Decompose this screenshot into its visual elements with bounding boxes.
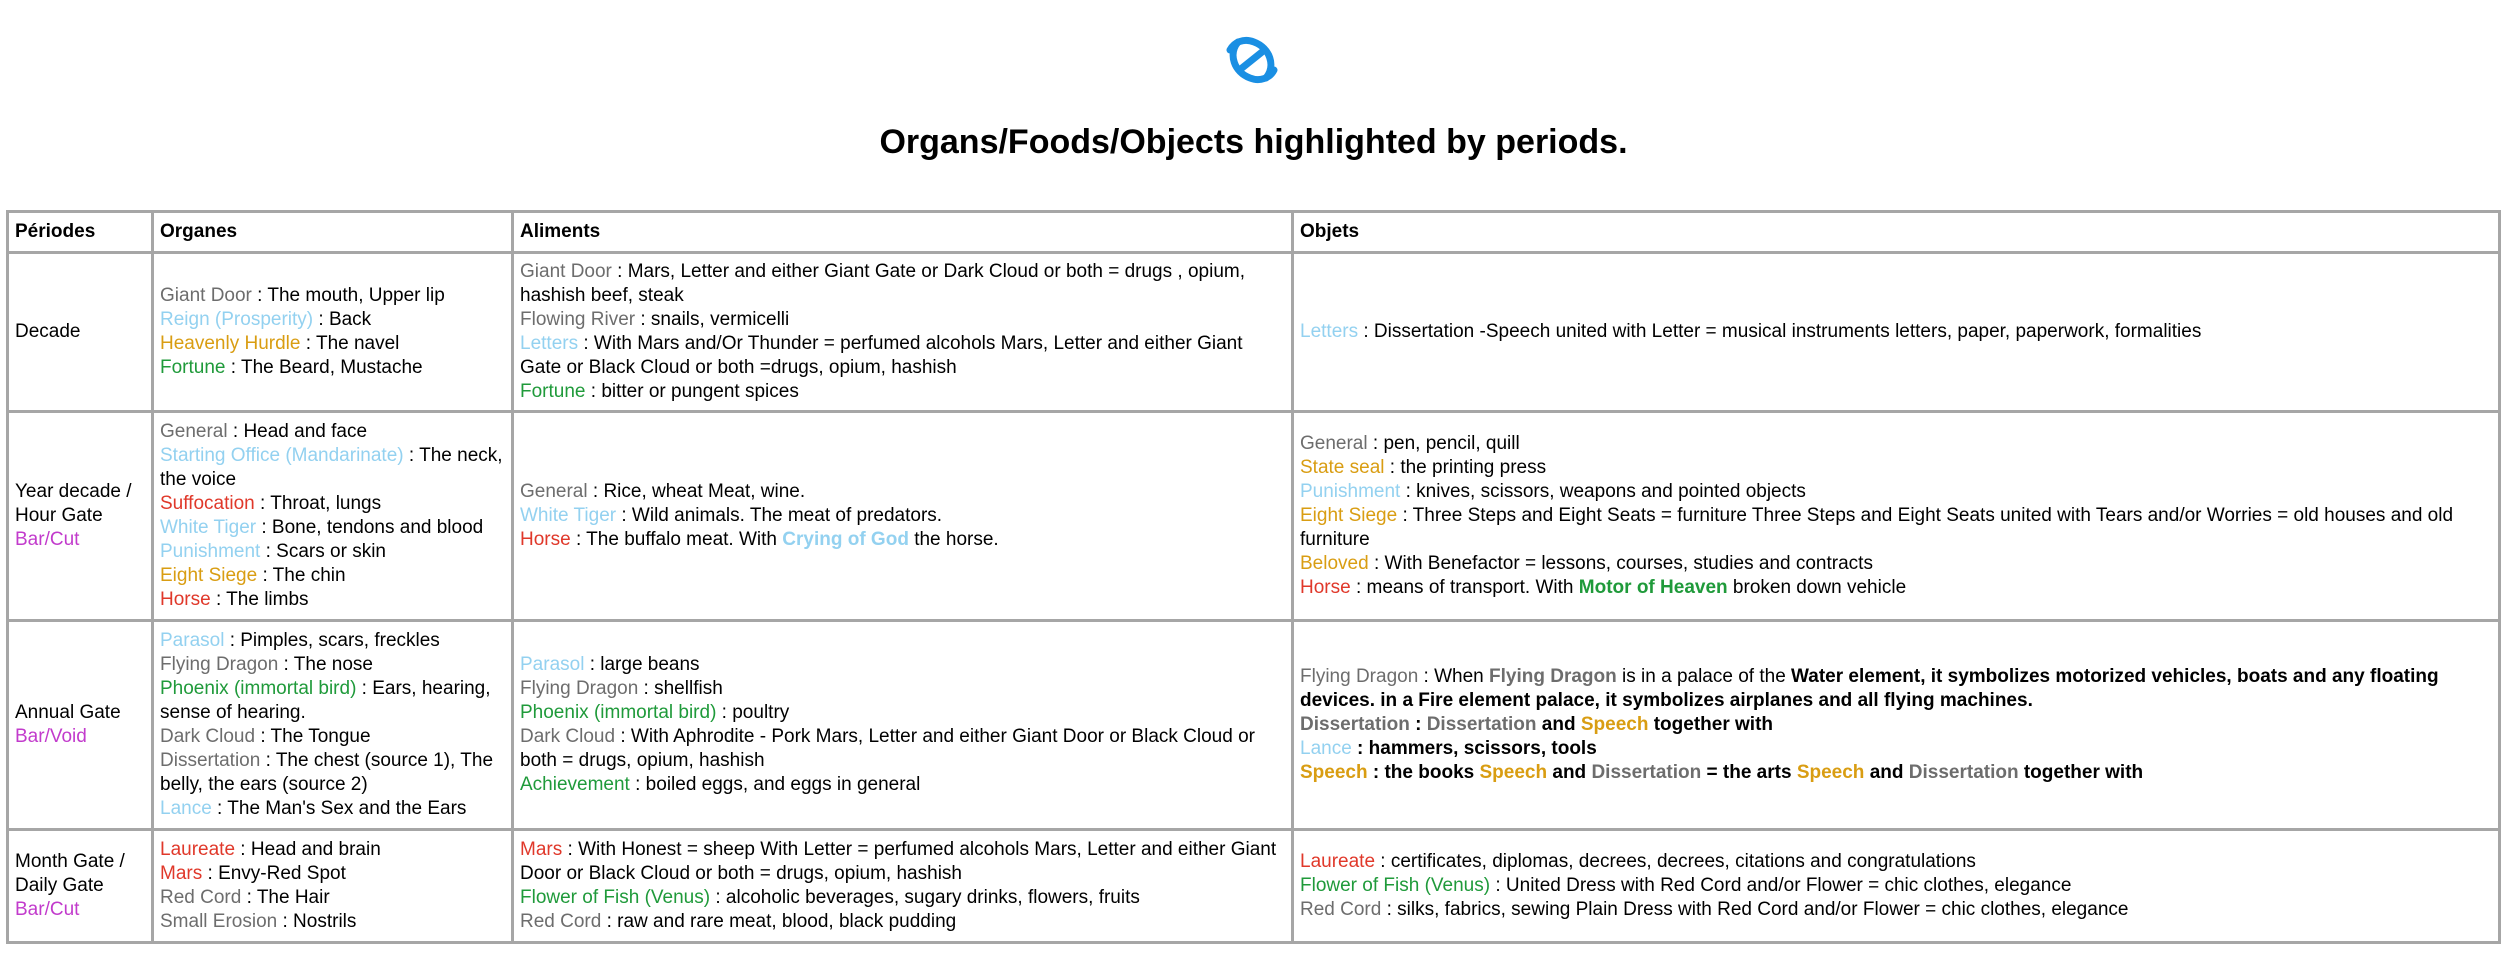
table-header-row: [8, 212, 2500, 253]
text-segment: General: [160, 421, 228, 442]
text-segment: Crying of God: [782, 529, 909, 550]
text-segment: :: [1409, 714, 1427, 735]
text-segment: Phoenix (immortal bird): [160, 678, 357, 699]
entry-line: [520, 380, 1285, 404]
text-segment: : hammers, scissors, tools: [1351, 738, 1597, 759]
periods-table: [6, 210, 2501, 944]
text-segment: is in a palace of the: [1616, 666, 1792, 687]
text-segment: : The nose: [278, 654, 373, 675]
text-segment: General: [1300, 433, 1368, 454]
entry-line: [520, 838, 1285, 886]
objects-cell: [1293, 253, 2500, 412]
text-segment: Month Gate / Daily Gate: [15, 851, 125, 896]
text-segment: and: [1547, 762, 1592, 783]
entry-line: [1300, 850, 2492, 874]
objects-cell: [1293, 830, 2500, 943]
organs-cell: [153, 253, 513, 412]
text-segment: : poultry: [716, 702, 790, 723]
text-segment: : boiled eggs, and eggs in general: [629, 774, 921, 795]
text-segment: Reign (Prosperity): [160, 309, 314, 330]
table-row: [8, 412, 2500, 621]
text-segment: Bar/Cut: [15, 529, 80, 550]
text-segment: : The Man's Sex and the Ears: [211, 798, 467, 819]
table-row: [8, 253, 2500, 412]
text-segment: : With Benefactor = lessons, courses, studies and contracts: [1368, 553, 1873, 574]
entry-line: [1300, 432, 2492, 456]
text-segment: Horse: [160, 589, 211, 610]
period-label: [15, 528, 145, 552]
text-segment: : United Dress with Red Cord and/or Flower = chic clothes, elegance: [1490, 875, 2072, 896]
text-segment: White Tiger: [520, 505, 617, 526]
link-swirl-icon: [1220, 28, 1284, 92]
text-segment: : The Tongue: [255, 726, 371, 747]
text-segment: Letters: [1300, 321, 1359, 342]
text-segment: Flowing River: [520, 309, 636, 330]
organs-cell: [153, 412, 513, 621]
entry-line: [1300, 713, 2492, 737]
text-segment: Lance: [1300, 738, 1352, 759]
text-segment: Horse: [1300, 577, 1351, 598]
entry-line: [160, 420, 505, 444]
entry-line: [1300, 456, 2492, 480]
text-segment: Dark Cloud: [520, 726, 616, 747]
text-segment: Fortune: [520, 381, 586, 402]
text-segment: Flying Dragon: [160, 654, 279, 675]
period-label: [15, 898, 145, 922]
entry-line: [1300, 504, 2492, 552]
entry-line: [520, 528, 1285, 552]
text-segment: : shellfish: [638, 678, 723, 699]
entry-line: [160, 653, 505, 677]
text-segment: Bar/Cut: [15, 899, 80, 920]
text-segment: : knives, scissors, weapons and pointed objects: [1400, 481, 1806, 502]
text-segment: Year decade / Hour Gate: [15, 481, 132, 526]
period-cell: [8, 412, 153, 621]
text-segment: Dissertation: [1591, 762, 1702, 783]
objects-cell: [1293, 621, 2500, 830]
text-segment: Red Cord: [520, 911, 602, 932]
text-segment: Red Cord: [160, 887, 242, 908]
entry-line: [160, 725, 505, 749]
text-segment: Small Erosion: [160, 911, 278, 932]
text-segment: Speech: [1580, 714, 1649, 735]
foods-cell: [513, 412, 1293, 621]
text-segment: : bitter or pungent spices: [585, 381, 799, 402]
text-segment: : Ears, hearing, sense of hearing.: [160, 678, 491, 723]
text-segment: Flower of Fish (Venus): [1300, 875, 1491, 896]
text-segment: Letters: [520, 333, 579, 354]
text-segment: : Dissertation -Speech united with Letter = musical instruments letters, paper, paperwork, formalities: [1358, 321, 2202, 342]
entry-line: [160, 797, 505, 821]
entry-line: [520, 504, 1285, 528]
entry-line: [1300, 898, 2492, 922]
organs-cell: [153, 621, 513, 830]
text-segment: Beloved: [1300, 553, 1369, 574]
text-segment: Water element, it symbolizes motorized vehicles, boats and any floating devices. in a Fire element palace, it symbolizes airplanes and all flying machines.: [1300, 666, 2439, 711]
text-segment: and: [1536, 714, 1581, 735]
text-segment: Flying Dragon: [1300, 666, 1419, 687]
entry-line: [160, 540, 505, 564]
entry-line: [1300, 737, 2492, 761]
text-segment: Speech: [1479, 762, 1548, 783]
text-segment: : Rice, wheat Meat, wine.: [587, 481, 806, 502]
entry-line: [1300, 874, 2492, 898]
text-segment: : means of transport. With: [1350, 577, 1579, 598]
foods-cell: [513, 830, 1293, 943]
text-segment: Dissertation: [1300, 714, 1410, 735]
text-segment: : Scars or skin: [260, 541, 386, 562]
text-segment: Eight Siege: [1300, 505, 1398, 526]
text-segment: Decade: [15, 321, 81, 342]
entry-line: [1300, 665, 2492, 713]
text-segment: : the books: [1367, 762, 1480, 783]
text-segment: : With Aphrodite - Pork Mars, Letter and either Giant Door or Black Cloud or both = drugs, opium, hashish: [520, 726, 1255, 771]
text-segment: : Three Steps and Eight Seats = furniture Three Steps and Eight Seats united with Tears and/or Worries = old houses and old furniture: [1300, 505, 2454, 550]
entry-line: [520, 910, 1285, 934]
text-segment: : Pimples, scars, freckles: [224, 630, 440, 651]
period-label: [15, 480, 145, 528]
entry-line: [1300, 480, 2492, 504]
text-segment: Phoenix (immortal bird): [520, 702, 717, 723]
entry-line: [160, 516, 505, 540]
header-organs: Organes: [153, 212, 513, 253]
text-segment: Dark Cloud: [160, 726, 256, 747]
entry-line: [160, 910, 505, 934]
organs-cell: [153, 830, 513, 943]
text-segment: together with: [1648, 714, 1774, 735]
entry-line: [160, 284, 505, 308]
entry-line: [160, 886, 505, 910]
text-segment: : Throat, lungs: [254, 493, 382, 514]
text-segment: Punishment: [1300, 481, 1401, 502]
text-segment: : Head and face: [227, 421, 368, 442]
entry-line: [520, 308, 1285, 332]
period-label: [15, 725, 145, 749]
entry-line: [160, 629, 505, 653]
text-segment: : The Hair: [241, 887, 330, 908]
text-segment: Flying Dragon: [1489, 666, 1617, 687]
text-segment: General: [520, 481, 588, 502]
entry-line: [1300, 576, 2492, 600]
text-segment: Flower of Fish (Venus): [520, 887, 711, 908]
text-segment: Speech: [1796, 762, 1865, 783]
text-segment: Laureate: [160, 839, 236, 860]
text-segment: Suffocation: [160, 493, 255, 514]
text-segment: Red Cord: [1300, 899, 1382, 920]
text-segment: broken down vehicle: [1727, 577, 1907, 598]
text-segment: Flying Dragon: [520, 678, 639, 699]
text-segment: : Bone, tendons and blood: [256, 517, 484, 538]
text-segment: Horse: [520, 529, 571, 550]
text-segment: Punishment: [160, 541, 261, 562]
text-segment: Starting Office (Mandarinate): [160, 445, 404, 466]
entry-line: [160, 588, 505, 612]
page-title: Organs/Foods/Objects highlighted by periods.: [879, 123, 1628, 161]
text-segment: Mars: [160, 863, 203, 884]
text-segment: Dissertation: [1908, 762, 2019, 783]
period-label: [15, 320, 145, 344]
text-segment: : snails, vermicelli: [635, 309, 790, 330]
entry-line: [1300, 320, 2492, 344]
text-segment: : certificates, diplomas, decrees, decrees, citations and congratulations: [1375, 851, 1976, 872]
period-cell: [8, 830, 153, 943]
header-periods: Périodes: [8, 212, 153, 253]
entry-line: [520, 725, 1285, 773]
entry-line: [160, 492, 505, 516]
text-segment: : silks, fabrics, sewing Plain Dress with Red Cord and/or Flower = chic clothes, elegance: [1381, 899, 2129, 920]
entry-line: [1300, 552, 2492, 576]
text-segment: : Envy-Red Spot: [202, 863, 346, 884]
entry-line: [520, 886, 1285, 910]
text-segment: and: [1864, 762, 1909, 783]
header-foods: Aliments: [513, 212, 1293, 253]
text-segment: the horse.: [908, 529, 999, 550]
table-row: [8, 830, 2500, 943]
text-segment: : Nostrils: [277, 911, 357, 932]
text-segment: : The chest (source 1), The belly, the ears (source 2): [160, 750, 494, 795]
text-segment: : The limbs: [210, 589, 309, 610]
period-label: [15, 850, 145, 898]
objects-cell: [1293, 412, 2500, 621]
entry-line: [520, 480, 1285, 504]
entry-line: [160, 564, 505, 588]
text-segment: Heavenly Hurdle: [160, 333, 301, 354]
text-segment: State seal: [1300, 457, 1385, 478]
text-segment: : raw and rare meat, blood, black pudding: [601, 911, 957, 932]
text-segment: White Tiger: [160, 517, 257, 538]
text-segment: Laureate: [1300, 851, 1376, 872]
entry-line: [160, 862, 505, 886]
text-segment: Eight Siege: [160, 565, 258, 586]
text-segment: : The buffalo meat. With: [570, 529, 783, 550]
text-segment: together with: [2018, 762, 2144, 783]
period-cell: [8, 621, 153, 830]
text-segment: : large beans: [584, 654, 700, 675]
text-segment: : With Honest = sheep With Letter = perfumed alcohols Mars, Letter and either Giant Door or Black Cloud or both = drugs, opium, hashish: [520, 839, 1277, 884]
header-objects: Objets: [1293, 212, 2500, 253]
text-segment: : When: [1418, 666, 1490, 687]
text-segment: = the arts: [1701, 762, 1797, 783]
table-row: [8, 621, 2500, 830]
text-segment: : The navel: [300, 333, 400, 354]
entry-line: [520, 773, 1285, 797]
text-segment: : The mouth, Upper lip: [251, 285, 445, 306]
text-segment: Motor of Heaven: [1578, 577, 1728, 598]
text-segment: Dissertation: [160, 750, 261, 771]
period-cell: [8, 253, 153, 412]
text-segment: Dissertation: [1426, 714, 1537, 735]
text-segment: : pen, pencil, quill: [1367, 433, 1520, 454]
text-segment: : Back: [313, 309, 372, 330]
entry-line: [520, 701, 1285, 725]
text-segment: : The neck, the voice: [160, 445, 503, 490]
entry-line: [160, 749, 505, 797]
text-segment: : Head and brain: [235, 839, 381, 860]
entry-line: [160, 838, 505, 862]
text-segment: : alcoholic beverages, sugary drinks, flowers, fruits: [710, 887, 1140, 908]
text-segment: Speech: [1300, 762, 1368, 783]
text-segment: Giant Door: [520, 261, 612, 282]
text-segment: Bar/Void: [15, 726, 87, 747]
text-segment: Parasol: [160, 630, 225, 651]
text-segment: Achievement: [520, 774, 630, 795]
entry-line: [160, 356, 505, 380]
text-segment: : With Mars and/Or Thunder = perfumed alcohols Mars, Letter and either Giant Gate or Black Cloud or both =drugs, opium, hashish: [520, 333, 1243, 378]
foods-cell: [513, 253, 1293, 412]
entry-line: [160, 332, 505, 356]
text-segment: Fortune: [160, 357, 226, 378]
entry-line: [160, 444, 505, 492]
text-segment: Parasol: [520, 654, 585, 675]
entry-line: [520, 653, 1285, 677]
entry-line: [160, 308, 505, 332]
text-segment: Lance: [160, 798, 212, 819]
text-segment: : Mars, Letter and either Giant Gate or Dark Cloud or both = drugs , opium, hashish beef, steak: [520, 261, 1245, 306]
entry-line: [520, 332, 1285, 380]
entry-line: [520, 677, 1285, 701]
text-segment: : Wild animals. The meat of predators.: [616, 505, 943, 526]
text-segment: Mars: [520, 839, 563, 860]
foods-cell: [513, 621, 1293, 830]
period-label: [15, 701, 145, 725]
text-segment: : The chin: [257, 565, 346, 586]
entry-line: [1300, 761, 2492, 785]
text-segment: : The Beard, Mustache: [225, 357, 423, 378]
entry-line: [160, 677, 505, 725]
text-segment: Annual Gate: [15, 702, 121, 723]
entry-line: [520, 260, 1285, 308]
text-segment: Giant Door: [160, 285, 252, 306]
text-segment: : the printing press: [1384, 457, 1547, 478]
